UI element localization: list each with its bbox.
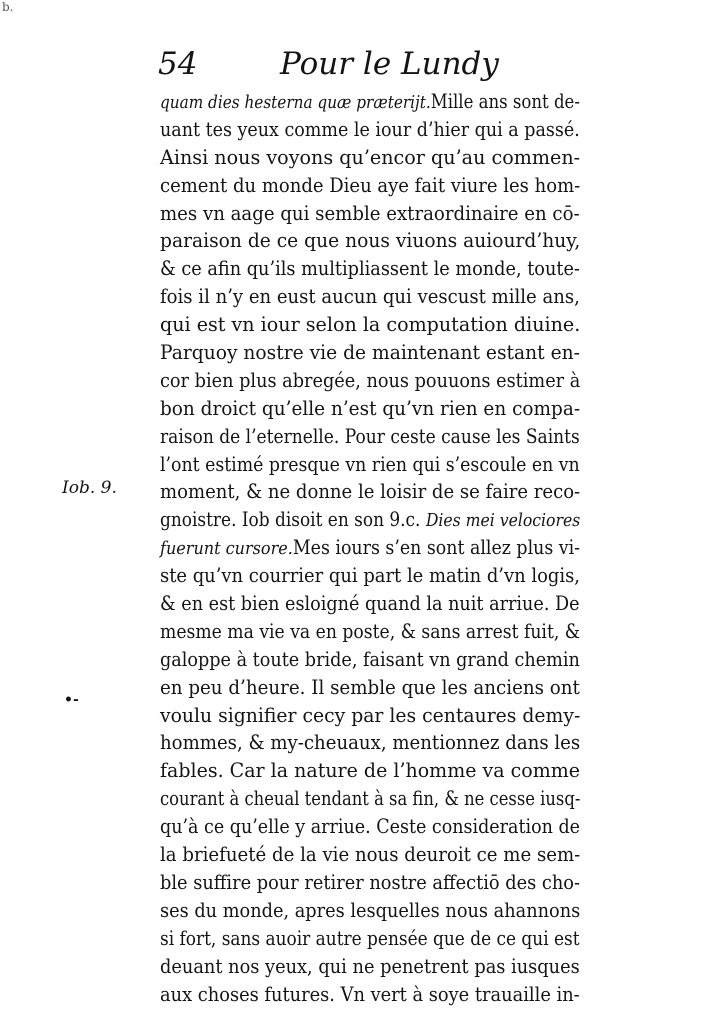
text-line <box>160 478 580 506</box>
margin-mark: •‐ <box>64 692 79 708</box>
running-title: Pour le Lundy <box>280 46 499 82</box>
line-text: Mille ans sont de- <box>430 90 580 113</box>
text-line <box>160 283 580 311</box>
text-line <box>160 813 580 841</box>
text-line <box>160 144 580 172</box>
line-text: qui est vn iour selon la computation diuine. <box>160 313 581 337</box>
text-line <box>160 255 580 283</box>
line-text: la briefueté de la vie nous deuroit ce me sem- <box>160 843 581 867</box>
line-text: cor bien plus abregée, nous pouuons estimer à <box>160 368 581 392</box>
text-line <box>160 646 580 674</box>
margin-note-iob: Iob. 9. <box>62 478 117 498</box>
line-text: courant à cheual tendant à sa fin, & ne cesse iusq- <box>160 787 581 811</box>
line-text: deuant nos yeux, qui ne penetrent pas iusques <box>160 954 580 978</box>
line-text: galoppe à toute bride, faisant vn grand chemin <box>160 647 580 671</box>
line-text: mes vn aage qui semble extraordinaire en cō- <box>160 201 580 225</box>
latin-quote: Dies mei velociores <box>425 510 581 532</box>
text-line <box>160 981 580 1009</box>
text-line <box>160 88 580 116</box>
line-text: raison de l’eternelle. Pour ceste cause les Saints <box>160 424 580 448</box>
line-text: en peu d’heure. Il semble que les anciens ont <box>160 675 580 699</box>
text-line <box>160 423 580 451</box>
text-line <box>160 674 580 702</box>
line-text: aux choses futures. Vn vert à soye trauaille in- <box>160 982 580 1006</box>
text-line <box>160 785 580 813</box>
text-line <box>160 702 580 730</box>
text-line <box>160 534 580 562</box>
text-line <box>160 953 580 981</box>
line-text: ses du monde, apres lesquelles nous ahannons <box>160 898 581 922</box>
line-text: si fort, sans auoir autre pensée que de ce qui est <box>160 926 580 950</box>
line-text: ste qu’vn courrier qui part le matin d’vn logis, <box>160 564 580 588</box>
line-text: Parquoy nostre vie de maintenant estant en- <box>160 341 580 365</box>
line-text: fois il n’y en eust aucun qui vescust mille ans, <box>160 285 580 309</box>
line-text: bon droict qu’elle n’est qu’vn rien en compa- <box>160 396 581 420</box>
text-line <box>160 116 580 144</box>
line-text: Ainsi nous voyons qu’encor qu’au commen- <box>160 145 581 169</box>
body-text <box>160 88 580 1008</box>
line-text: ble suffire pour retirer nostre affectiō des cho- <box>160 870 580 894</box>
text-line <box>160 757 580 785</box>
text-line <box>160 451 580 479</box>
line-text: qu’à ce qu’elle y arriue. Ceste consideration de <box>160 815 580 839</box>
latin-quote: fuerunt cursore. <box>160 538 293 560</box>
corner-mark: b. <box>2 0 14 14</box>
line-text: Mes iours s’en sont allez plus vi- <box>292 536 581 560</box>
line-text: hommes, & my-cheuaux, mentionnez dans les <box>160 731 581 755</box>
text-line <box>160 869 580 897</box>
page-number: 54 <box>158 46 198 82</box>
line-text: moment, & ne donne le loisir de se faire reco- <box>160 480 581 504</box>
text-line <box>160 925 580 953</box>
line-text: gnoistre. Iob disoit en son 9.c. <box>160 508 421 532</box>
text-line <box>160 172 580 200</box>
line-text: & en est bien esloigné quand la nuit arriue. De <box>160 592 580 616</box>
line-text: paraison de ce que nous viuons auiourd’huy, <box>160 229 581 253</box>
line-text: l’ont estimé presque vn rien qui s’escoule en vn <box>160 452 580 476</box>
line-text: fables. Car la nature de l’homme va comme <box>160 759 580 783</box>
text-line <box>160 200 580 228</box>
text-line <box>160 506 580 534</box>
text-line <box>160 339 580 367</box>
text-line <box>160 618 580 646</box>
line-text: cement du monde Dieu aye fait viure les hom- <box>160 173 581 197</box>
line-text: mesme ma vie va en poste, & sans arrest fuit, & <box>160 619 581 643</box>
latin-quote: quam dies hesterna quæ præterijt. <box>160 92 431 113</box>
running-head <box>158 44 578 84</box>
text-line <box>160 729 580 757</box>
text-line <box>160 841 580 869</box>
text-line <box>160 562 580 590</box>
text-line <box>160 311 580 339</box>
line-text: uant tes yeux comme le iour d’hier qui a passé. <box>160 117 580 141</box>
text-line <box>160 395 580 423</box>
text-line <box>160 367 580 395</box>
line-text: & ce afin qu’ils multipliassent le monde, toute- <box>160 257 580 281</box>
text-line <box>160 227 580 255</box>
text-line <box>160 897 580 925</box>
text-line <box>160 590 580 618</box>
line-text: voulu signifier cecy par les centaures demy- <box>160 703 581 727</box>
